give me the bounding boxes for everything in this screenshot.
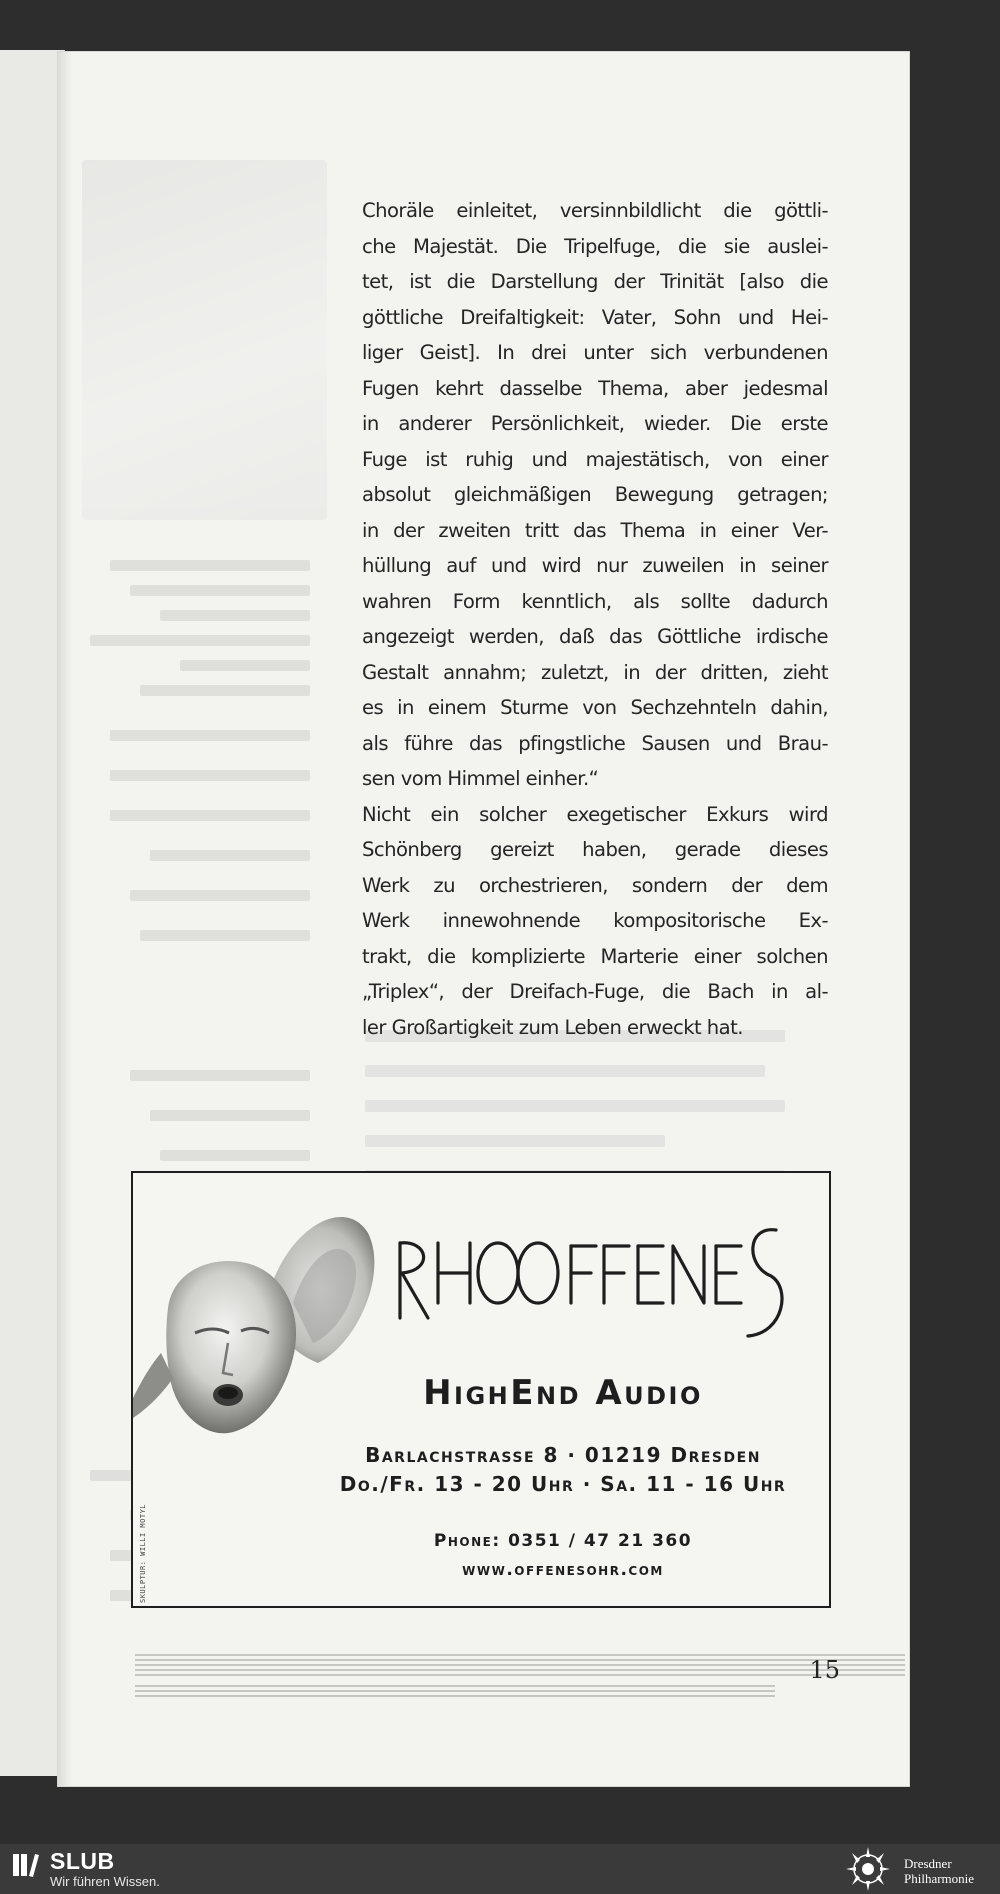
text-line: absolut gleichmäßigen Bewegung getragen;: [362, 483, 828, 506]
footer-bar: [0, 1844, 1000, 1894]
facing-page-edge: [0, 50, 65, 1776]
text-line: in der zweiten tritt das Thema in einer Ver-: [362, 518, 828, 542]
advertisement: [131, 1171, 831, 1608]
ad-subtitle: HighEnd Audio: [423, 1373, 703, 1413]
library-tagline: Wir führen Wissen.: [50, 1874, 160, 1889]
text-line: Nicht ein solcher exegetischer Exkurs wird: [362, 802, 828, 826]
text-line: liger Geist]. In drei unter sich verbundenen: [362, 341, 828, 364]
ad-opening-hours: Do./Fr. 13 - 20 Uhr · Sa. 11 - 16 Uhr: [339, 1472, 787, 1496]
text-line: Gestalt annahm; zuletzt, in der dritten, zieht: [362, 660, 828, 684]
text-line: Fuge ist ruhig und majestätisch, von einer: [362, 447, 828, 471]
text-line: göttliche Dreifaltigkeit: Vater, Sohn und Hei-: [362, 305, 828, 329]
library-name: SLUB: [50, 1848, 115, 1874]
text-line: Choräle einleitet, versinnbildlicht die göttli-: [362, 199, 828, 222]
text-line: angezeigt werden, daß das Göttliche irdische: [362, 625, 828, 648]
text-line: sen vom Himmel einher.“: [362, 767, 599, 790]
text-line: wahren Form kenntlich, als sollte dadurch: [362, 589, 828, 613]
text-line: trakt, die komplizierte Marterie einer solchen: [362, 944, 828, 968]
ad-phone: Phone: 0351 / 47 21 360: [433, 1531, 693, 1551]
page-number: 15: [809, 1656, 840, 1684]
photo-credit: SKULPTUR: WILLI MOTYL: [139, 1503, 147, 1603]
brand-logo: [386, 1218, 786, 1343]
text-line: Fugen kehrt dasselbe Thema, aber jedesmal: [362, 376, 828, 400]
body-text: [362, 193, 828, 1045]
slub-book-icon: [12, 1852, 40, 1878]
text-line: hüllung auf und wird nur zuweilen in seiner: [362, 554, 828, 577]
text-line: Werk innewohnende kompositorische Ex-: [362, 909, 828, 932]
text-line: in anderer Persönlichkeit, wieder. Die erste: [362, 412, 828, 435]
text-line: tet, ist die Darstellung der Trinität [also die: [362, 270, 828, 293]
ad-website: www.offenesohr.com: [462, 1560, 664, 1580]
text-line: ler Großartigkeit zum Leben erweckt hat.: [362, 1015, 743, 1039]
philharmonie-emblem-icon: [840, 1844, 896, 1894]
sculpture-photo: [133, 1193, 383, 1463]
partner-name-line-1: Dresdner: [904, 1856, 952, 1871]
partner-name-line-2: Philharmonie: [904, 1871, 975, 1886]
ad-address: Barlachstrasse 8 · 01219 Dresden: [365, 1443, 761, 1467]
text-line: als führe das pfingstliche Sausen und Brau-: [362, 731, 828, 755]
text-line: che Majestät. Die Tripelfuge, die sie auslei-: [362, 234, 828, 258]
text-line: „Triplex“, der Dreifach-Fuge, die Bach in al-: [362, 980, 828, 1003]
text-line: Schönberg gereizt haben, gerade dieses: [362, 838, 828, 861]
text-line: Werk zu orchestrieren, sondern der dem: [362, 873, 828, 897]
text-line: es in einem Sturme von Sechzehnteln dahin,: [362, 696, 828, 719]
